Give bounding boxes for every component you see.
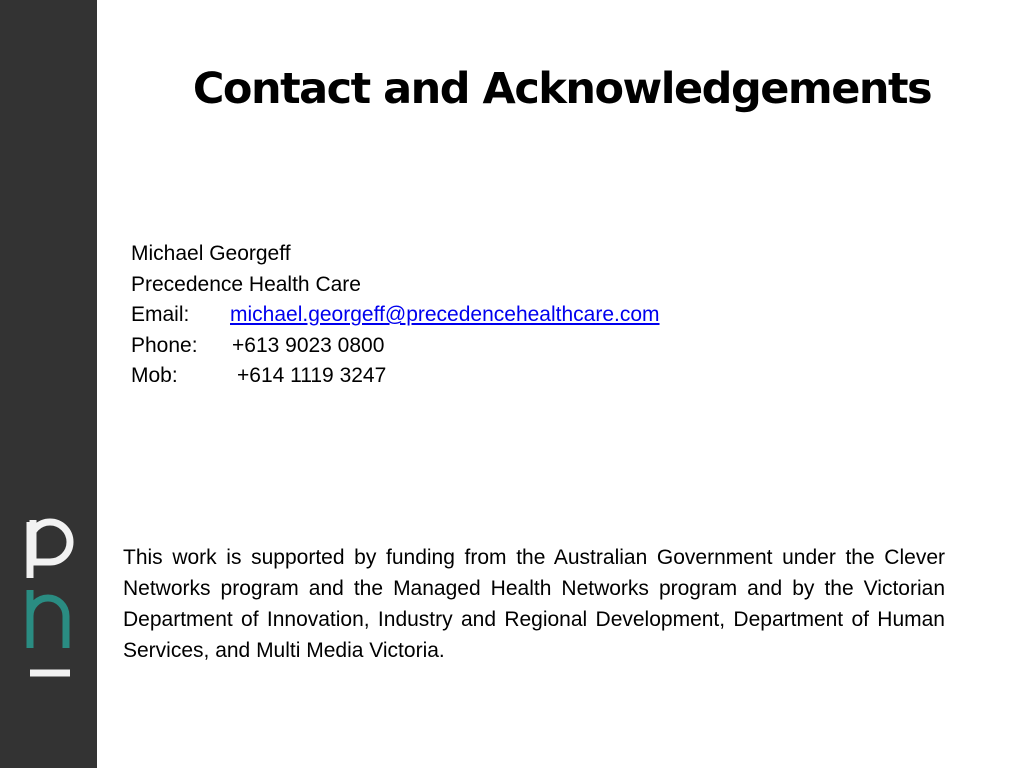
phone-label: Phone:	[131, 333, 198, 357]
contact-email-row	[131, 300, 660, 331]
phi-logo	[20, 516, 80, 680]
mob-label: Mob:	[131, 364, 178, 387]
email-label: Email:	[131, 303, 190, 326]
mob-value: +614 1119 3247	[237, 364, 387, 387]
phone-value: +613 9023 0800	[232, 333, 385, 357]
acknowledgement-text: This work is supported by funding from the Australian Government under the Clever Networks program and the Managed Health Networks program and by the Victorian Department of Innovation, Industry and Regional Development, Department of Human Services, and Multi Media Victoria.	[123, 546, 945, 662]
email-link[interactable]: michael.georgeff@precedencehealthcare.com	[230, 303, 660, 326]
logo-letter-h	[30, 590, 66, 648]
logo-letter-p	[30, 520, 70, 562]
sidebar	[0, 0, 97, 768]
contact-name: Michael Georgeff	[131, 242, 291, 265]
contact-organization: Precedence Health Care	[131, 272, 361, 296]
contact-phone-row	[131, 331, 660, 362]
contact-mob-row	[131, 361, 660, 392]
contact-block	[131, 239, 660, 392]
slide-title: Contact and Acknowledgements	[192, 64, 932, 114]
